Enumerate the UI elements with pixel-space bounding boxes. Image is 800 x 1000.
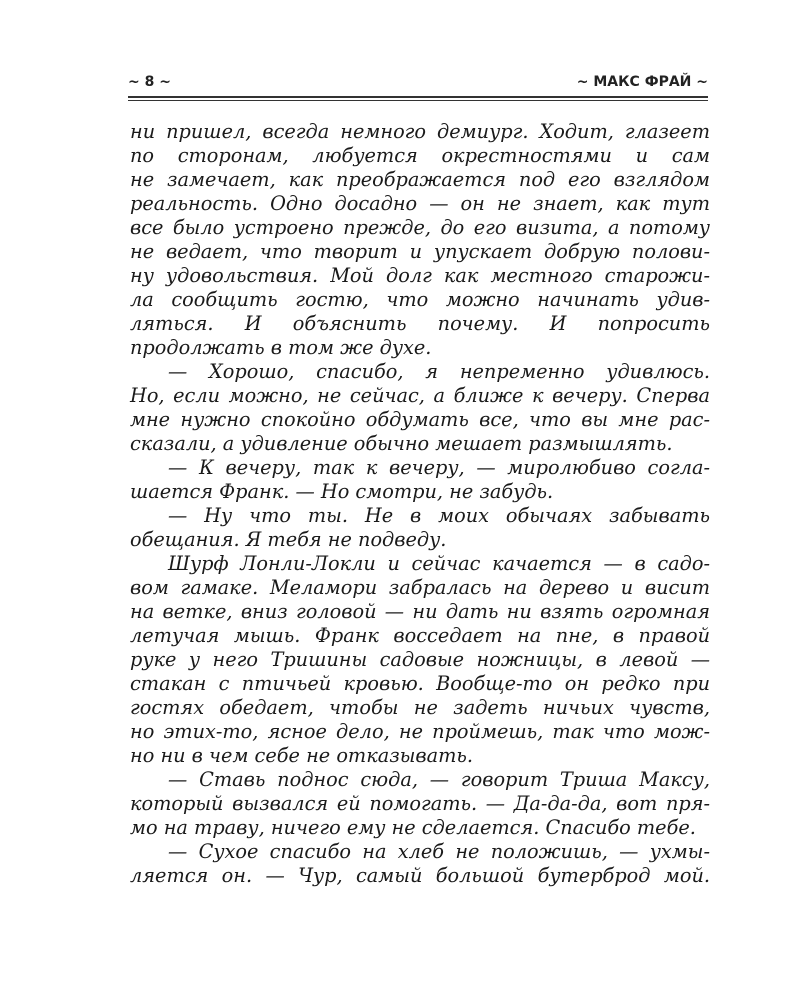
text-line: продолжать в том же духе. — [130, 336, 432, 359]
text-line: реальность. Одно досадно — он не знает, как тут — [130, 192, 710, 215]
text-line: — Сухое спасибо на хлеб не положишь, — ухмы- — [168, 840, 710, 863]
text-line: ну удовольствия. Мой долг как местного старожи- — [130, 264, 710, 287]
text-line: стакан с птичьей кровью. Вообще-то он редко при — [130, 672, 710, 695]
body-text — [130, 120, 710, 888]
text-line: не ведает, что творит и упускает добрую полови- — [130, 240, 710, 263]
text-line: ляться. И объяснить почему. И попросить — [130, 312, 710, 335]
header-rule — [128, 96, 708, 101]
text-line: обещания. Я тебя не подведу. — [130, 528, 447, 551]
text-line: ни пришел, всегда немного демиург. Ходит, глазеет — [130, 120, 710, 143]
page-number: ~ 8 ~ — [128, 74, 171, 90]
text-line: — Хорошо, спасибо, я непременно удивлюсь. — [168, 360, 710, 383]
text-line: но этих-то, ясное дело, не проймешь, так что мож- — [130, 720, 710, 743]
text-line: который вызвался ей помогать. — Да-да-да, вот пря- — [130, 792, 710, 815]
text-line: — Ну что ты. Не в моих обычаях забывать — [168, 504, 710, 527]
text-line: ляется он. — Чур, самый большой бутерброд мой. — [130, 864, 710, 887]
text-line: вом гамаке. Меламори забралась на дерево и висит — [130, 576, 710, 599]
text-line: летучая мышь. Франк восседает на пне, в правой — [130, 624, 710, 647]
text-line: но ни в чем себе не отказывать. — [130, 744, 474, 767]
text-line: Шурф Лонли-Локли и сейчас качается — в садо- — [168, 552, 710, 575]
text-line: мо на траву, ничего ему не сделается. Спасибо тебе. — [130, 816, 696, 839]
text-line: сказали, а удивление обычно мешает размышлять. — [130, 432, 673, 455]
text-line: мне нужно спокойно обдумать все, что вы мне рас- — [130, 408, 710, 431]
text-line: гостях обедает, чтобы не задеть ничьих чувств, — [130, 696, 710, 719]
text-line: на ветке, вниз головой — ни дать ни взять огромная — [130, 600, 710, 623]
text-line: — К вечеру, так к вечеру, — миролюбиво согла- — [168, 456, 710, 479]
text-line: Но, если можно, не сейчас, а ближе к вечеру. Сперва — [130, 384, 710, 407]
running-head — [128, 74, 708, 96]
text-line: ла сообщить гостю, что можно начинать удив- — [130, 288, 710, 311]
author-name: ~ МАКС ФРАЙ ~ — [576, 74, 708, 90]
text-line: по сторонам, любуется окрестностями и сам — [130, 144, 710, 167]
text-line: шается Франк. — Но смотри, не забудь. — [130, 480, 554, 503]
text-line: руке у него Тришины садовые ножницы, в левой — — [130, 648, 710, 671]
text-line: не замечает, как преображается под его взглядом — [130, 168, 710, 191]
text-line: все было устроено прежде, до его визита, а потому — [130, 216, 710, 239]
text-line: — Ставь поднос сюда, — говорит Триша Максу, — [168, 768, 710, 791]
